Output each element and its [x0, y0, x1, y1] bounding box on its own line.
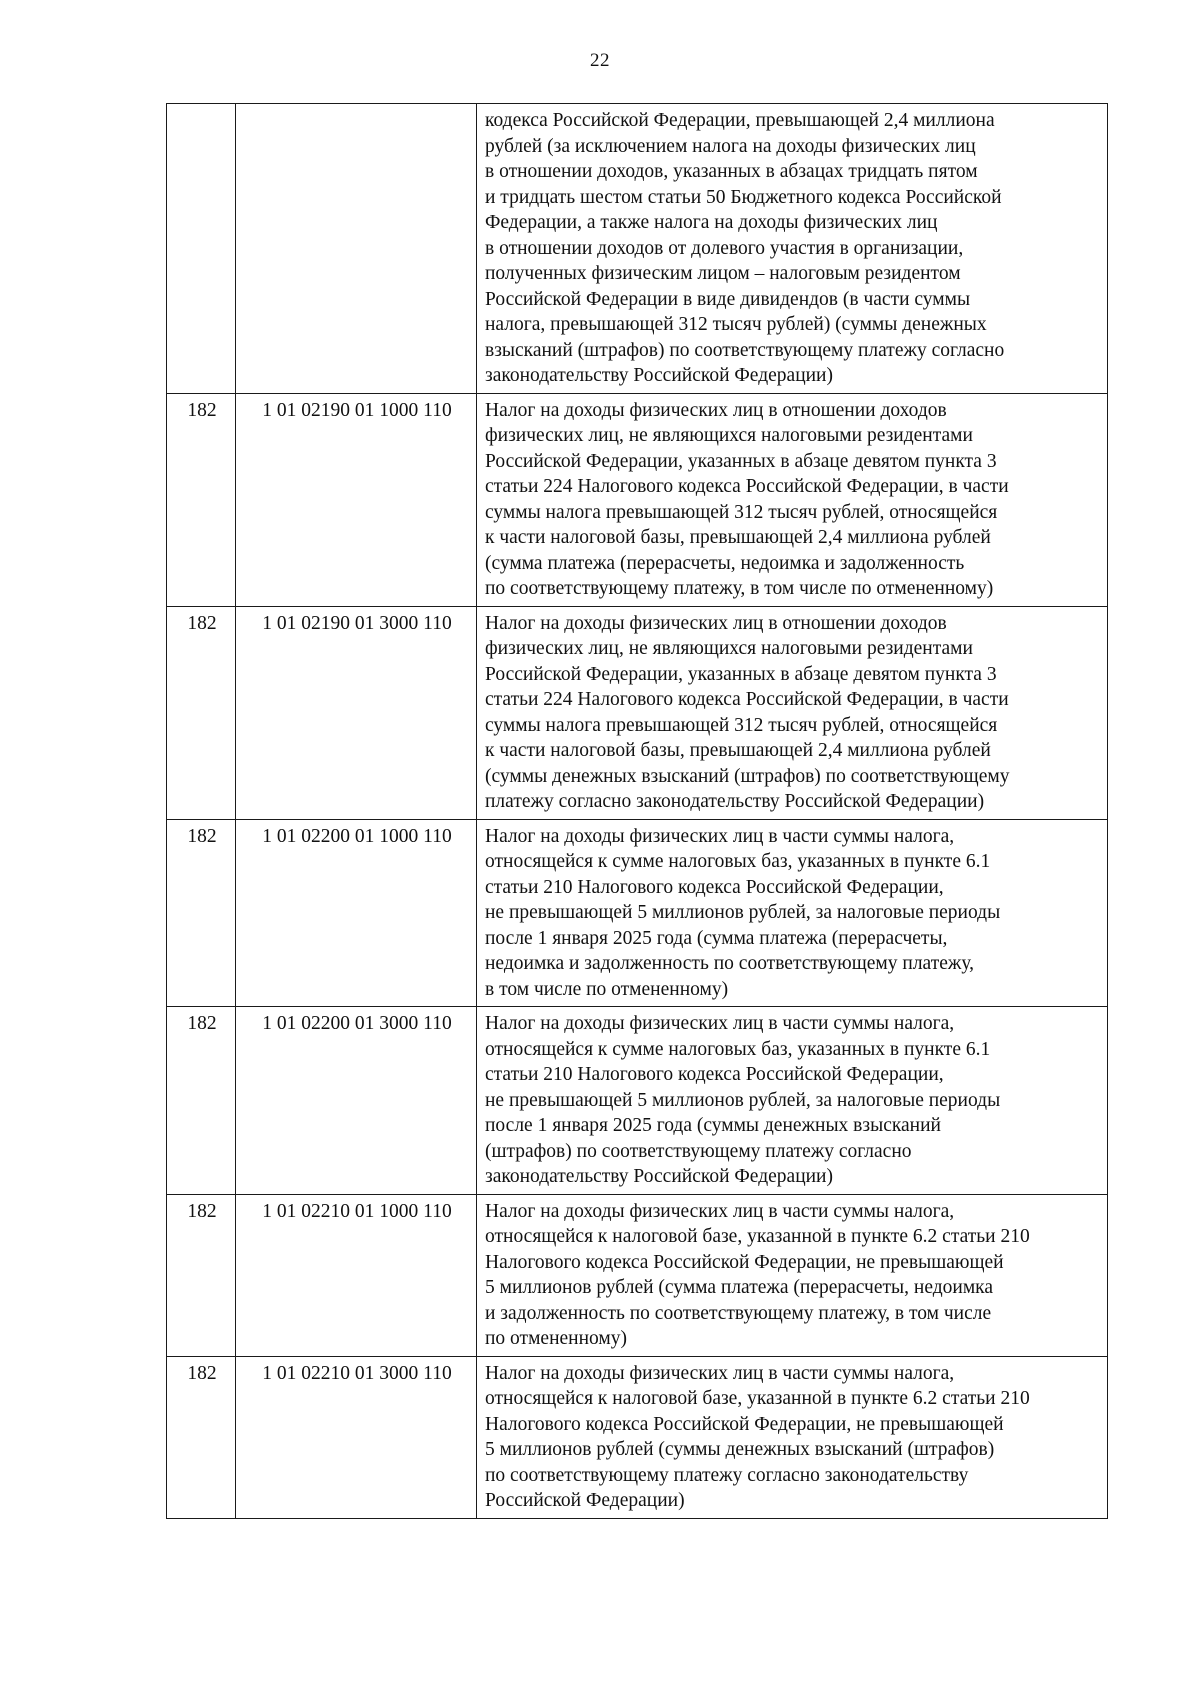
description-line: 5 миллионов рублей (сумма платежа (перерасчеты, недоимка [485, 1277, 993, 1298]
kbk-code-cell: 1 01 02200 01 3000 110 [236, 1007, 477, 1195]
admin-code-cell [167, 104, 236, 394]
description-line: после 1 января 2025 года (суммы денежных взысканий [485, 1115, 941, 1136]
description-line: Федерации, а также налога на доходы физических лиц [485, 212, 938, 233]
table-row [167, 606, 1108, 819]
description-line: Налог на доходы физических лиц в части суммы налога, [485, 825, 955, 847]
admin-code-cell: 182 [167, 1356, 236, 1518]
description-line: относящейся к налоговой базе, указанной в пункте 6.2 статьи 210 [485, 1226, 1030, 1247]
description-line: налога, превышающей 312 тысяч рублей) (суммы денежных [485, 314, 987, 335]
description-line: статьи 224 Налогового кодекса Российской Федерации, в части [485, 689, 1009, 710]
description-line: 5 миллионов рублей (суммы денежных взысканий (штрафов) [485, 1439, 995, 1460]
kbk-code-cell [236, 104, 477, 394]
description-line: и тридцать шестом статьи 50 Бюджетного кодекса Российской [485, 186, 1002, 208]
table-row [167, 1194, 1108, 1356]
description-line: после 1 января 2025 года (сумма платежа (перерасчеты, [485, 927, 948, 949]
description-line: Российской Федерации, указанных в абзаце девятом пункта 3 [485, 450, 997, 472]
admin-code-cell: 182 [167, 606, 236, 819]
kbk-code-cell: 1 01 02190 01 1000 110 [236, 393, 477, 606]
description-line: Налог на доходы физических лиц в отношении доходов [485, 399, 947, 421]
description-line: законодательству Российской Федерации) [485, 1166, 833, 1187]
table-row [167, 819, 1108, 1007]
description-line: (штрафов) по соответствующему платежу согласно [485, 1140, 912, 1162]
description-line: кодекса Российской Федерации, превышающей 2,4 миллиона [485, 110, 995, 131]
description-line: относящейся к налоговой базе, указанной в пункте 6.2 статьи 210 [485, 1388, 1030, 1409]
description-line: взысканий (штрафов) по соответствующему платежу согласно [485, 339, 1005, 361]
description-line: статьи 210 Налогового кодекса Российской Федерации, [485, 1064, 944, 1085]
table-row [167, 1007, 1108, 1195]
kbk-code-cell: 1 01 02210 01 1000 110 [236, 1194, 477, 1356]
description-line: (суммы денежных взысканий (штрафов) по соответствующему [485, 765, 1010, 787]
description-cell [477, 393, 1108, 606]
table-row [167, 393, 1108, 606]
kbk-code-cell: 1 01 02200 01 1000 110 [236, 819, 477, 1007]
description-cell [477, 104, 1108, 394]
description-line: и задолженность по соответствующему платежу, в том числе [485, 1302, 992, 1324]
admin-code-cell: 182 [167, 1194, 236, 1356]
description-line: Налогового кодекса Российской Федерации, не превышающей [485, 1413, 1004, 1435]
description-line: относящейся к сумме налоговых баз, указанных в пункте 6.1 [485, 851, 991, 872]
admin-code-cell: 182 [167, 1007, 236, 1195]
description-cell [477, 606, 1108, 819]
description-line: суммы налога превышающей 312 тысяч рублей, относящейся [485, 714, 998, 736]
description-cell [477, 819, 1108, 1007]
description-line: Российской Федерации в виде дивидендов (в части суммы [485, 288, 971, 310]
kbk-table [166, 103, 1108, 1519]
description-line: по соответствующему платежу согласно законодательству [485, 1464, 969, 1486]
description-line: Налог на доходы физических лиц в отношении доходов [485, 612, 947, 634]
description-line: Налог на доходы физических лиц в части суммы налога, [485, 1362, 955, 1384]
kbk-code-cell: 1 01 02190 01 3000 110 [236, 606, 477, 819]
description-line: физических лиц, не являющихся налоговыми резидентами [485, 425, 973, 446]
description-line: в отношении доходов от долевого участия в организации, [485, 237, 964, 259]
description-line: к части налоговой базы, превышающей 2,4 миллиона рублей [485, 527, 991, 548]
description-line: рублей (за исключением налога на доходы физических лиц [485, 135, 976, 157]
description-line: физических лиц, не являющихся налоговыми резидентами [485, 638, 973, 659]
description-line: относящейся к сумме налоговых баз, указанных в пункте 6.1 [485, 1038, 991, 1060]
description-cell [477, 1356, 1108, 1518]
table-body [167, 104, 1108, 1519]
description-line: по отмененному) [485, 1328, 627, 1349]
description-line: Российской Федерации) [485, 1490, 685, 1511]
description-line: не превышающей 5 миллионов рублей, за налоговые периоды [485, 1089, 1001, 1111]
table-row [167, 1356, 1108, 1518]
description-line: к части налоговой базы, превышающей 2,4 миллиона рублей [485, 740, 991, 761]
kbk-code-cell: 1 01 02210 01 3000 110 [236, 1356, 477, 1518]
description-line: Российской Федерации, указанных в абзаце девятом пункта 3 [485, 663, 997, 685]
description-line: не превышающей 5 миллионов рублей, за налоговые периоды [485, 902, 1001, 923]
description-cell [477, 1194, 1108, 1356]
description-line: Налог на доходы физических лиц в части суммы налога, [485, 1013, 955, 1034]
admin-code-cell: 182 [167, 393, 236, 606]
description-line: платежу согласно законодательству Российской Федерации) [485, 791, 985, 812]
description-line: по соответствующему платежу, в том числе по отмененному) [485, 578, 994, 599]
table-row [167, 104, 1108, 394]
description-cell [477, 1007, 1108, 1195]
description-line: статьи 224 Налогового кодекса Российской Федерации, в части [485, 476, 1009, 497]
description-line: Налогового кодекса Российской Федерации, не превышающей [485, 1251, 1004, 1273]
description-line: недоимка и задолженность по соответствующему платежу, [485, 953, 975, 974]
page-number: 22 [590, 50, 610, 71]
description-line: статьи 210 Налогового кодекса Российской Федерации, [485, 876, 944, 898]
description-line: (сумма платежа (перерасчеты, недоимка и задолженность [485, 552, 965, 574]
description-line: законодательству Российской Федерации) [485, 365, 833, 386]
admin-code-cell: 182 [167, 819, 236, 1007]
description-line: полученных физическим лицом – налоговым резидентом [485, 263, 961, 284]
description-line: в том числе по отмененному) [485, 978, 729, 1000]
description-line: в отношении доходов, указанных в абзацах тридцать пятом [485, 161, 978, 182]
description-line: суммы налога превышающей 312 тысяч рублей, относящейся [485, 501, 998, 523]
description-line: Налог на доходы физических лиц в части суммы налога, [485, 1200, 955, 1222]
